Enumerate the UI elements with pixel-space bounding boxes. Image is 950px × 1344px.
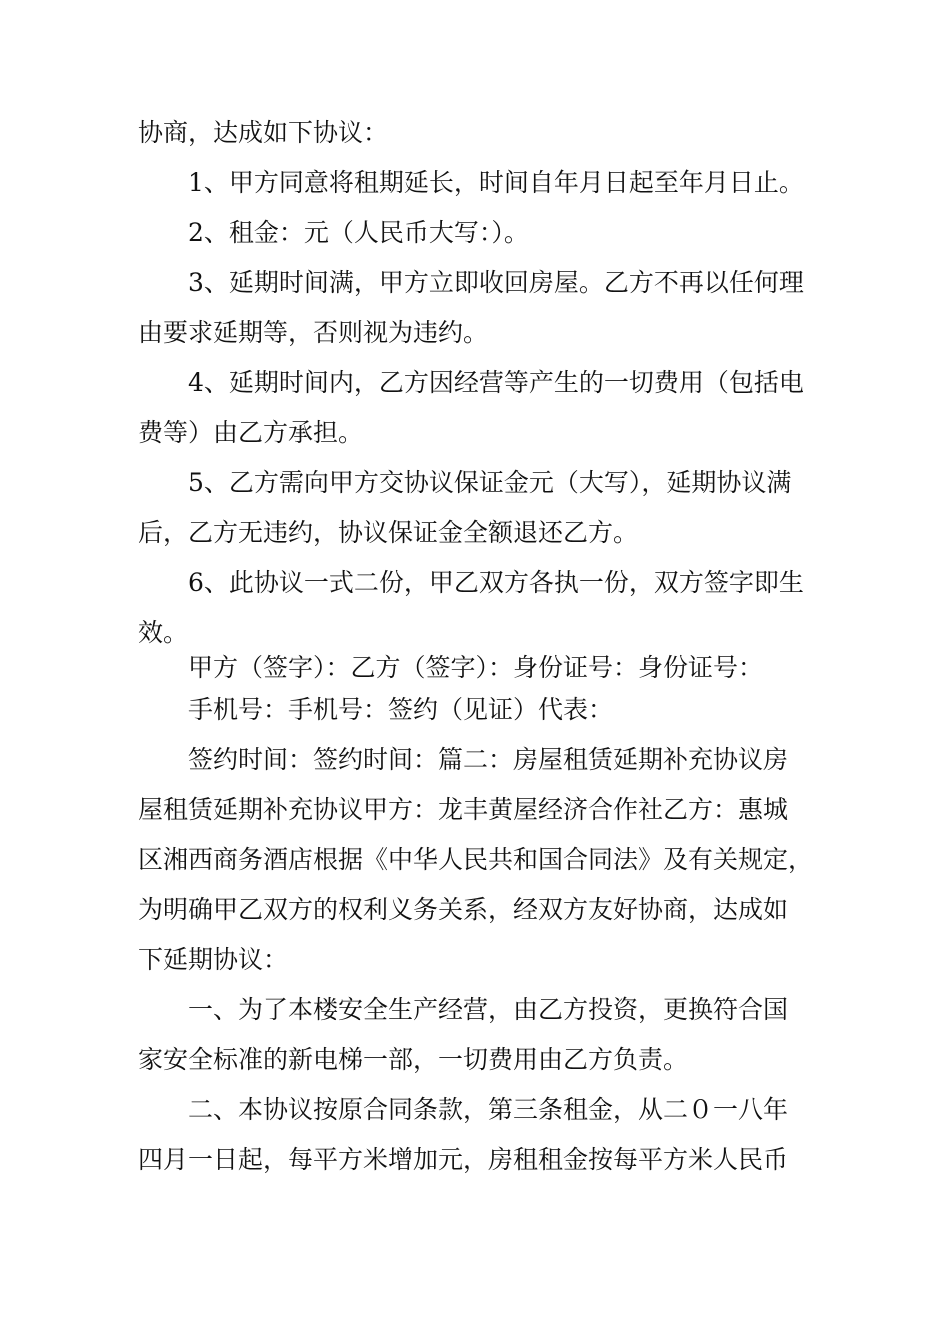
- text-line: 由要求延期等，否则视为违约。: [138, 318, 489, 347]
- text-line: 为明确甲乙双方的权利义务关系，经双方友好协商，达成如: [138, 895, 789, 924]
- contact-line: 手机号：手机号：签约（见证）代表：: [188, 695, 614, 724]
- clause-2: 2、租金：元（人民币大写：）。: [188, 218, 529, 247]
- clause-4: 4、延期时间内，乙方因经营等产生的一切费用（包括电: [188, 368, 804, 397]
- article-2: 二、本协议按原合同条款，第三条租金，从二０一八年: [188, 1095, 789, 1124]
- clause-6: 6、此协议一式二份，甲乙双方各执一份，双方签字即生: [188, 568, 804, 597]
- text-line: 四月一日起，每平方米增加元，房租租金按每平方米人民币: [138, 1145, 789, 1174]
- text-line: 区湘西商务酒店根据《中华人民共和国合同法》及有关规定，: [138, 845, 814, 874]
- text-line: 协商，达成如下协议：: [138, 118, 389, 147]
- clause-5: 5、乙方需向甲方交协议保证金元（大写），延期协议满: [188, 468, 792, 497]
- clause-3: 3、延期时间满，甲方立即收回房屋。乙方不再以任何理: [188, 268, 804, 297]
- text-line: 费等）由乙方承担。: [138, 418, 364, 447]
- text-line: 后，乙方无违约，协议保证金全额退还乙方。: [138, 518, 639, 547]
- article-1: 一、为了本楼安全生产经营，由乙方投资，更换符合国: [188, 995, 789, 1024]
- text-line: 效。: [138, 618, 189, 647]
- text-line: 家安全标准的新电梯一部，一切费用由乙方负责。: [138, 1045, 689, 1074]
- sign-time-line: 签约时间：签约时间：篇二：房屋租赁延期补充协议房: [188, 745, 789, 774]
- signature-line: 甲方（签字）：乙方（签字）：身份证号：身份证号：: [188, 653, 764, 682]
- text-line: 下延期协议：: [138, 945, 289, 974]
- clause-1: 1、甲方同意将租期延长，时间自年月日起至年月日止。: [188, 168, 804, 197]
- text-line: 屋租赁延期补充协议甲方：龙丰黄屋经济合作社乙方：惠城: [138, 795, 789, 824]
